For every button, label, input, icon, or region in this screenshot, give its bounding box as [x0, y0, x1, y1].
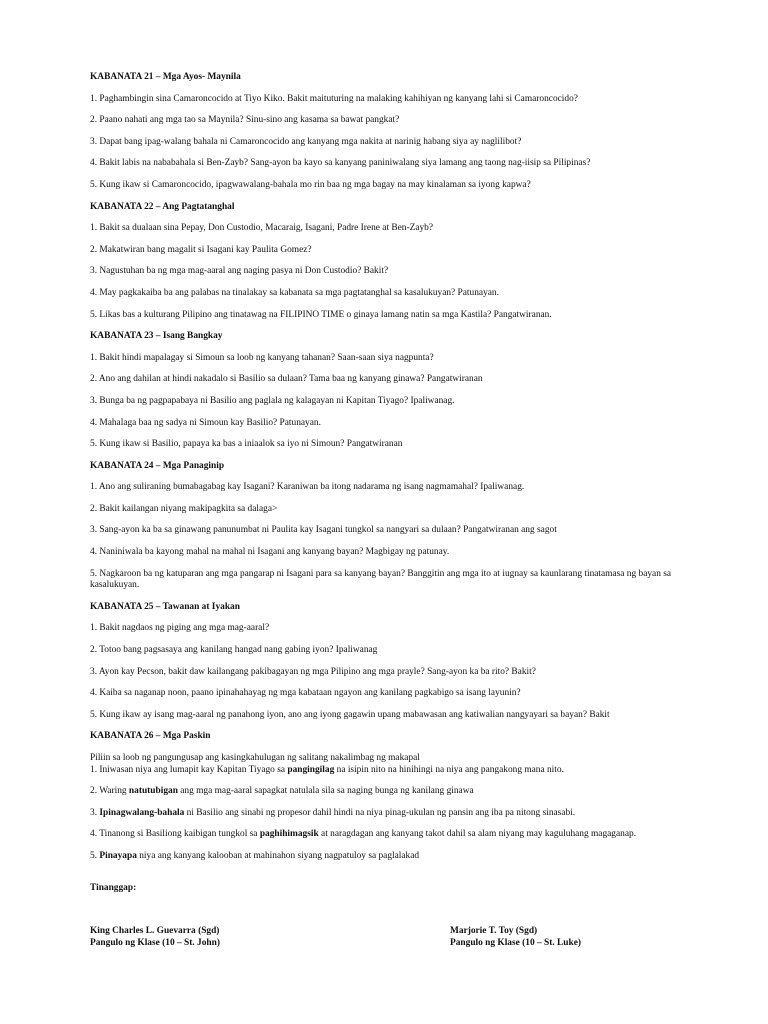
question: 5. Kung ikaw si Basilio, papaya ka bas a iniaalok sa iyo ni Simoun? Pangatwiranan	[90, 439, 403, 450]
chapter-title: KABANATA 24 – Mga Panaginip	[90, 460, 225, 471]
vocabulary-item: 1. Iniwasan niya ang lumapit kay Kapitan Tiyago sa pangingilag na isipin nito na hinihingi na niya ang pangakong mana nito.	[90, 764, 564, 775]
question: 2. Paano nahati ang mga tao sa Maynila? Sinu-sino ang kasama sa bawat pangkat?	[90, 115, 400, 126]
question: 3. Dapat bang ipag-walang bahala ni Camaroncocido ang kanyang mga nakita at narinig habang siya ay naglilibot?	[90, 136, 522, 147]
document-body	[90, 72, 680, 894]
highlighted-word: Pinayapa	[99, 850, 137, 861]
chapter-21	[90, 72, 680, 192]
vocabulary-item: 5. Pinayapa niya ang kanyang kalooban at mahinahon siyang nagpatuloy sa paglalakad	[90, 850, 420, 861]
chapter-title: KABANATA 23 – Isang Bangkay	[90, 331, 223, 342]
signatory-role: Pangulo ng Klase (10 – St. John)	[90, 937, 220, 948]
chapter-title: KABANATA 21 – Mga Ayos- Maynila	[90, 72, 241, 82]
question: 1. Bakit sa dualaan sina Pepay, Don Custodio, Macaraig, Isagani, Padre Irene at Ben-Zayb?	[90, 223, 434, 234]
vocabulary-item: 3. Ipinagwalang-bahala ni Basilio ang sinabi ng propesor dahil hindi na niya pinag-ukulan ng pansin ang iba pa nitong sinasabi.	[90, 807, 576, 818]
question: 4. Kaiba sa naganap noon, paano ipinahahayag ng mga kabataan ngayon ang kanilang pagkabigo sa isang layunin?	[90, 688, 521, 699]
question: 3. Ayon kay Pecson, bakit daw kailangang pakibagayan ng mga Pilipino ang mga prayle? Sang-ayon ka ba rito? Bakit?	[90, 666, 536, 677]
chapter-26	[90, 731, 680, 862]
question: 4. Bakit labis na nababahala si Ben-Zayb? Sang-ayon ba kayo sa kanyang paniniwalang siya lamang ang taong nag-iisip sa Pilipinas?	[90, 158, 591, 169]
highlighted-word: natutubigan	[128, 786, 178, 797]
highlighted-word: pangingilag	[287, 764, 335, 775]
question: 2. Makatwiran bang magalit si Isagani kay Paulita Gomez?	[90, 244, 312, 255]
question: 5. Kung ikaw si Camaroncocido, ipagwawalang-bahala mo rin baa ng mga bagay na may kinalaman sa iyong kapwa?	[90, 179, 531, 190]
chapter-title: KABANATA 26 – Mga Paskin	[90, 731, 211, 742]
chapter-24	[90, 461, 680, 592]
question: 3. Bunga ba ng pagpapabaya ni Basilio ang paglala ng kalagayan ni Kapitan Tiyago? Ipaliwanag.	[90, 395, 455, 406]
question: 1. Ano ang suliraning bumabagabag kay Isagani? Karaniwan ba itong nadarama ng isang nagmamahal? Ipaliwanag.	[90, 482, 525, 493]
question: 4. May pagkakaiba ba ang palabas na tinalakay sa kabanata sa mga pagtatanghal sa kasalukuyan? Patunayan.	[90, 287, 499, 298]
question: 2. Totoo bang pagsasaya ang kanilang hangad nang gabing iyon? Ipaliwanag	[90, 645, 378, 656]
received-label: Tinanggap:	[90, 882, 137, 893]
question: 4. Naniniwala ba kayong mahal na mahal ni Isagani ang kanyang bayan? Magbigay ng patunay.	[90, 547, 450, 558]
question: 2. Ano ang dahilan at hindi nakadalo si Basilio sa dulaan? Tama baa ng kanyang ginawa? Pangatwiranan	[90, 374, 483, 385]
signatory-role: Pangulo ng Klase (10 – St. Luke)	[450, 937, 582, 948]
chapter-23	[90, 331, 680, 451]
question: 5. Nagkaroon ba ng katuparan ang mga pangarap ni Isagani para sa kanyang bayan? Banggitin ang mga ito at iugnay sa kaunlarang tinatamasa ng bayan sa kasalukuyan.	[90, 568, 672, 591]
question: 5. Likas bas a kulturang Pilipino ang tinatawag na FILIPINO TIME o ginaya lamang natin sa mga Kastila? Pangatwiranan.	[90, 309, 552, 320]
vocabulary-item: 2. Waring natutubigan ang mga mag-aaral sapagkat natulala sila sa naging bunga ng kanilang ginawa	[90, 786, 474, 797]
question: 1. Bakit hindi mapalagay si Simoun sa loob ng kanyang tahanan? Saan-saan siya nagpunta?	[90, 352, 434, 363]
question: 2. Bakit kailangan niyang makipagkita sa dalaga>	[90, 503, 278, 514]
chapter-title: KABANATA 25 – Tawanan at Iyakan	[90, 601, 240, 612]
signatory-name: King Charles L. Guevarra (Sgd)	[90, 926, 220, 936]
question: 1. Bakit nagdaos ng piging ang mga mag-aaral?	[90, 623, 270, 634]
chapter-22	[90, 202, 680, 322]
instruction-text: Piliin sa loob ng pangungusap ang kasingkahulugan ng salitang nakalimbag ng makapal	[90, 753, 420, 763]
question: 1. Paghambingin sina Camaroncocido at Tiyo Kiko. Bakit maituturing na malaking kahihiyan ng kanyang lahi si Camaroncocido?	[90, 93, 578, 104]
vocabulary-item: 4. Tinanong si Basiliong kaibigan tungkol sa paghihimagsik at naragdagan ang kanyang takot dahil sa alam niyang may kaguluhang magaganap.	[90, 829, 637, 840]
question: 5. Kung ikaw ay isang mag-aaral ng panahong iyon, ano ang iyong gagawin upang mabawasan ang katiwalian nangyayari sa bayan? Bakit	[90, 709, 610, 720]
highlighted-word: Ipinagwalang-bahala	[99, 807, 185, 818]
chapter-25	[90, 602, 680, 722]
signatory-right	[450, 926, 581, 949]
signatory-left	[90, 926, 220, 949]
highlighted-word: paghihimagsik	[259, 829, 319, 840]
signatory-name: Marjorie T. Toy (Sgd)	[450, 926, 538, 936]
question: 3. Nagustuhan ba ng mga mag-aaral ang naging pasya ni Don Custodio? Bakit?	[90, 266, 389, 277]
question: 4. Mahalaga baa ng sadya ni Simoun kay Basilio? Patunayan.	[90, 417, 321, 428]
question: 3. Sang-ayon ka ba sa ginawang panunumbat ni Paulita kay Isagani tungkol sa nangyari sa dulaan? Pangatwiranan ang sagot	[90, 525, 557, 536]
chapter-title: KABANATA 22 – Ang Pagtatanghal	[90, 201, 235, 212]
